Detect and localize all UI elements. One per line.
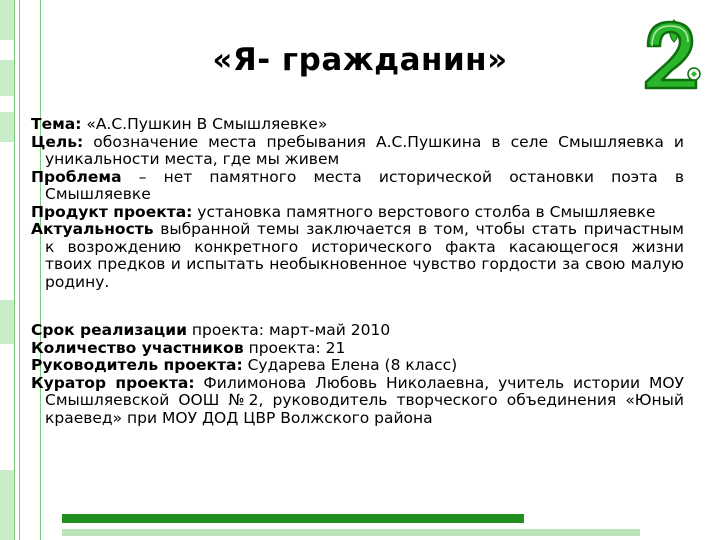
duration-text: проекта: март-май 2010: [187, 321, 391, 339]
vertical-decor-line: [19, 0, 20, 540]
problem-label: Проблема: [31, 167, 122, 186]
page-title: «Я- гражданин»: [212, 42, 508, 78]
section-topic: [31, 116, 684, 134]
relevance-label: Актуальность: [31, 220, 154, 238]
duration-label: Срок реализации: [31, 321, 187, 339]
leader-text: Сударева Елена (8 класс): [242, 356, 458, 374]
curator-label: Куратор проекта:: [31, 373, 195, 392]
project-description: [31, 116, 684, 427]
left-decor-bar: [0, 0, 14, 40]
detail-participants: [31, 340, 684, 358]
section-goal: [31, 134, 684, 169]
product-label: Продукт проекта:: [31, 202, 193, 221]
section-problem: [31, 169, 684, 204]
bottom-light-bar: [62, 529, 640, 536]
left-decor-bar: [0, 112, 14, 142]
section-relevance: [31, 221, 684, 291]
relevance-text: выбранной темы заключается в том, чтобы стать причастным к возрождению конкретного исторического факта касающегося жизни твоих предков и испытать необыкновенное чувство гордости за свою малую родину.: [45, 220, 684, 291]
left-decor-bar: [0, 470, 14, 540]
detail-curator: [31, 375, 684, 428]
left-decor-bar: [0, 300, 14, 344]
participants-label: Количество участников: [31, 338, 244, 357]
school-2-logo-icon: [638, 16, 710, 90]
curator-text: Филимонова Любовь Николаевна, учитель истории МОУ Смышляевской ООШ №2, руководитель творческого объединения «Юный краевед» при МОУ ДОД ЦВР Волжского района: [45, 373, 684, 427]
product-text: установка памятного верстового столба в Смышляевке: [192, 202, 656, 221]
topic-text: «А.С.Пушкин В Смышляевке»: [81, 115, 328, 133]
goal-text: обозначение места пребывания А.С.Пушкина в селе Смышляевка и уникальности места, где мы живем: [45, 132, 684, 168]
detail-leader: [31, 357, 684, 375]
section-product: [31, 204, 684, 222]
problem-text: – нет памятного места исторической остановки поэта в Смышляевке: [45, 167, 684, 203]
participants-text: проекта: 21: [243, 338, 346, 357]
section-spacer: [31, 291, 684, 322]
vertical-decor-line: [14, 0, 15, 540]
detail-duration: [31, 322, 684, 340]
goal-label: Цель:: [31, 132, 84, 151]
topic-label: Тема:: [31, 115, 82, 133]
bottom-accent-bar: [62, 514, 524, 523]
leader-label: Руководитель проекта:: [31, 356, 243, 374]
